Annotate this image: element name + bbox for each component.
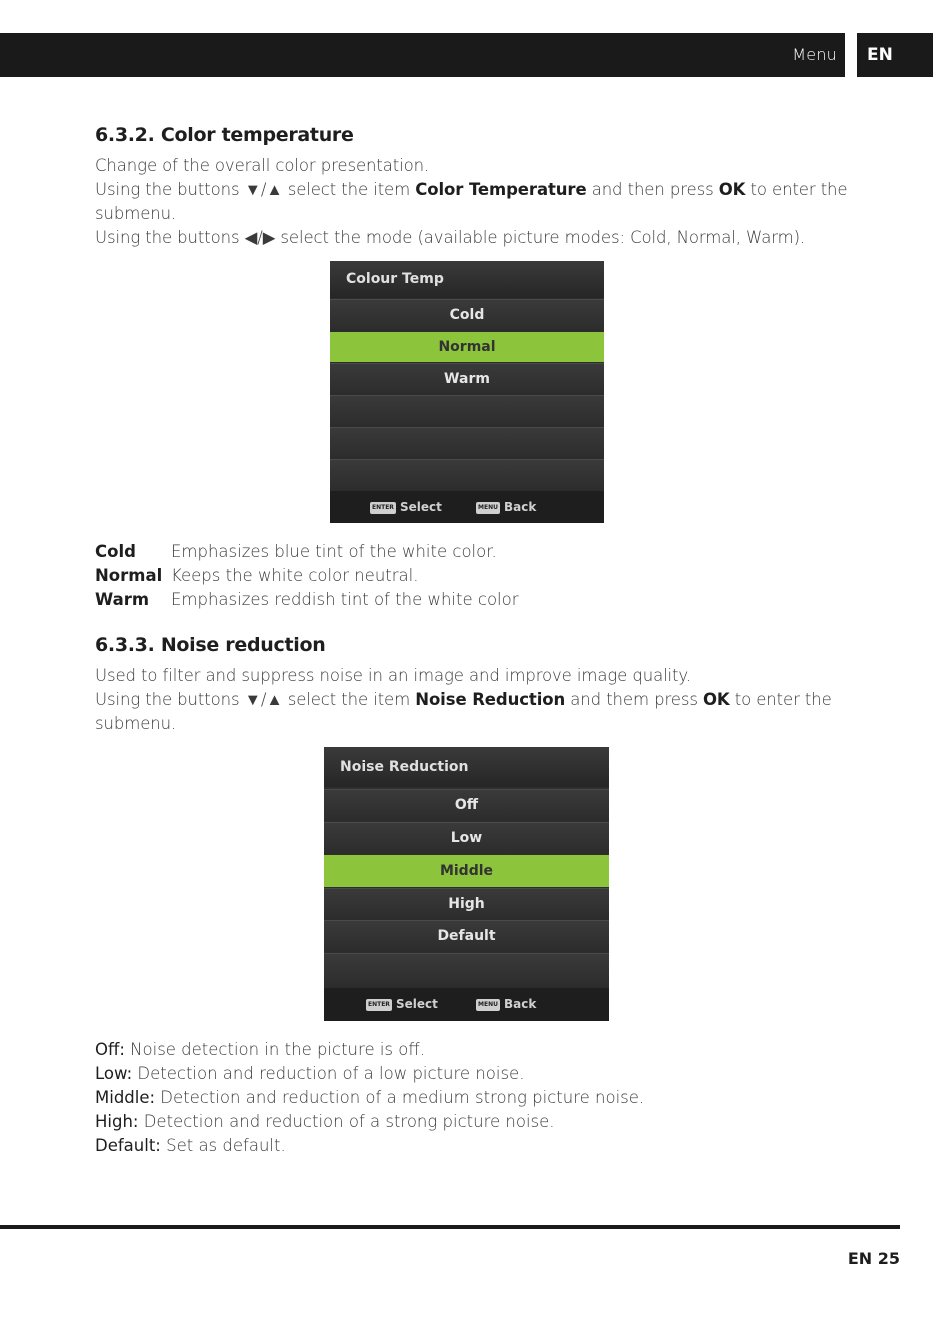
menu-title: Noise Reduction — [324, 747, 609, 787]
section-heading-color-temperature: 6.3.2. Color temperature — [95, 124, 354, 146]
definition-desc: Set as default. — [160, 1136, 286, 1155]
paragraph-line: Using the buttons ◀/▶ select the mode (available picture modes: Cold, Normal, Warm). — [95, 228, 806, 247]
definition-desc: Detection and reduction of a medium strong picture noise. — [155, 1088, 645, 1107]
definition-line — [95, 1110, 555, 1134]
header-menu-label: Menu — [792, 45, 837, 64]
header-bar — [0, 33, 845, 77]
definition-desc: Noise detection in the picture is off. — [124, 1040, 425, 1059]
menu-item-warm: Warm — [330, 363, 604, 395]
definition-term: Middle: — [95, 1088, 156, 1107]
enter-key-icon: ENTER — [370, 502, 396, 514]
menu-title: Colour Temp — [330, 261, 604, 298]
menu-item-high: High — [324, 888, 609, 920]
definition-line — [95, 1134, 286, 1158]
definition-desc: Keeps the white color neutral. — [171, 566, 419, 585]
menu-footer — [330, 491, 604, 523]
menu-item-empty — [330, 395, 604, 427]
menu-key-icon: MENU — [476, 502, 500, 514]
menu-item-cold: Cold — [330, 299, 604, 331]
menu-item-empty — [324, 953, 609, 988]
menu-item-middle: Middle — [324, 855, 609, 887]
definition-desc: Emphasizes reddish tint of the white color — [171, 590, 519, 609]
menu-item-empty — [330, 459, 604, 491]
menu-item-normal: Normal — [330, 332, 604, 362]
paragraph-line: Using the buttons ▼/▲ select the item Color Temperature and then press OK to enter the — [95, 180, 848, 199]
definition-line — [95, 1086, 644, 1110]
language-badge: EN — [857, 33, 933, 77]
paragraph-line: submenu. — [95, 204, 177, 223]
definition-desc: Detection and reduction of a low picture noise. — [132, 1064, 525, 1083]
menu-footer — [324, 988, 609, 1021]
enter-key-icon: ENTER — [366, 999, 392, 1011]
menu-item-empty — [330, 427, 604, 459]
definition-line — [95, 1062, 524, 1086]
definition-term: Normal — [95, 566, 163, 585]
menu-item-low: Low — [324, 822, 609, 854]
footer-select: ENTER Select — [368, 997, 438, 1011]
definition-term: Cold — [95, 542, 136, 561]
colour-temp-menu-screenshot — [330, 261, 604, 523]
definition-term: Low: — [95, 1064, 133, 1083]
page-number: EN 25 — [847, 1249, 900, 1268]
definition-desc: Detection and reduction of a strong picture noise. — [138, 1112, 555, 1131]
menu-item-off: Off — [324, 789, 609, 821]
footer-select: ENTER Select — [372, 500, 442, 514]
footer-back: MENU Back — [478, 500, 537, 514]
menu-item-default: Default — [324, 920, 609, 952]
paragraph-line: Using the buttons ▼/▲ select the item Noise Reduction and them press OK to enter the — [95, 690, 832, 709]
definition-term: Default: — [95, 1136, 161, 1155]
menu-key-icon: MENU — [476, 999, 500, 1011]
paragraph-line: Used to filter and suppress noise in an image and improve image quality. — [95, 666, 691, 685]
noise-reduction-menu-screenshot — [324, 747, 609, 1021]
section-heading-noise-reduction: 6.3.3. Noise reduction — [95, 634, 326, 656]
footer-rule — [0, 1225, 900, 1229]
paragraph-line: submenu. — [95, 714, 177, 733]
definition-term: Warm — [95, 590, 150, 609]
definition-term: Off: — [95, 1040, 125, 1059]
definition-line — [95, 1038, 425, 1062]
definition-term: High: — [95, 1112, 139, 1131]
footer-back: MENU Back — [478, 997, 537, 1011]
paragraph-line: Change of the overall color presentation. — [95, 156, 430, 175]
definition-desc: Emphasizes blue tint of the white color. — [171, 542, 497, 561]
